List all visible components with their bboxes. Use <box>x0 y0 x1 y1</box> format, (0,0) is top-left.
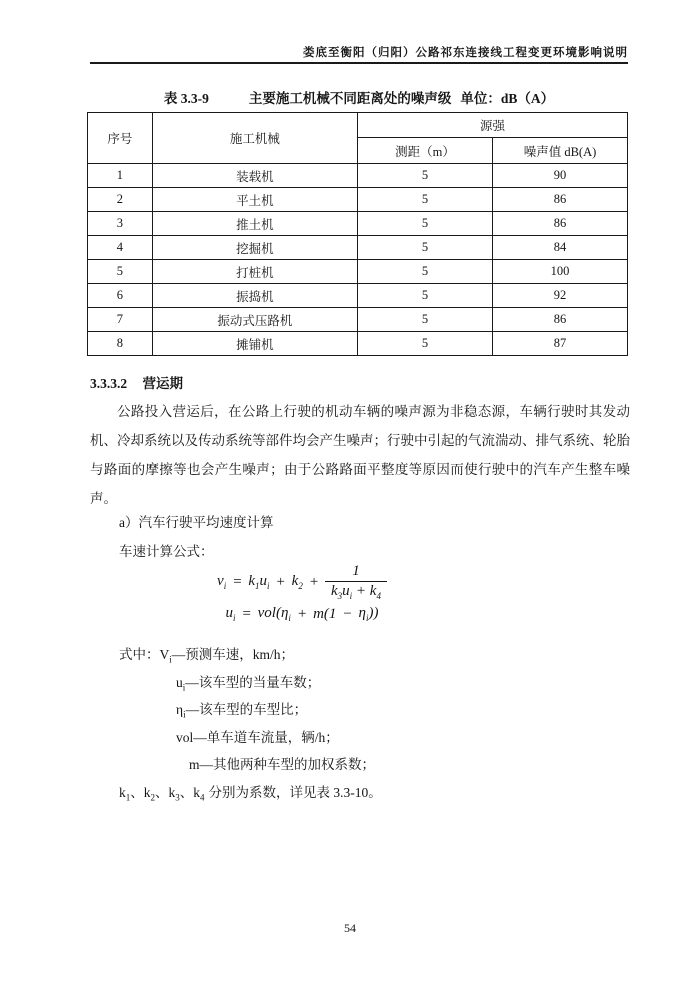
body-paragraph: 公路投入营运后，在公路上行驶的机动车辆的噪声源为非稳态源，车辆行驶时其发动机、冷却系统以及传动系统等部件均会产生噪声；行驶中引起的气流湍动、排气系统、轮胎与路面的摩擦等也会产生噪声；由于公路路面平整度等原因而使行驶中的汽车产生整车噪声。 <box>90 404 630 506</box>
plus-sign: + <box>308 573 319 590</box>
running-header-title: 娄底至衡阳（归阳）公路祁东连接线工程变更环境影响说明 <box>303 47 628 59</box>
table-caption-title: 主要施工机械不同距离处的噪声级 <box>248 91 452 106</box>
cell-noise: 86 <box>492 188 627 212</box>
table-caption <box>90 87 628 107</box>
definition-m: m—其他两种车型的加权系数； <box>189 757 376 772</box>
cell-index: 1 <box>88 164 153 188</box>
cell-distance: 5 <box>357 164 492 188</box>
list-item-a: a）汽车行驶平均速度计算 <box>119 515 274 530</box>
cell-machine: 挖掘机 <box>152 236 357 260</box>
table-row <box>88 284 628 308</box>
formula-intro: 车速计算公式： <box>119 544 214 559</box>
col-header-index: 序号 <box>88 113 153 164</box>
cell-noise: 84 <box>492 236 627 260</box>
plus-sign: + <box>296 605 308 622</box>
table-row <box>88 308 628 332</box>
cell-noise: 100 <box>492 260 627 284</box>
section-number: 3.3.3.2 <box>90 376 128 391</box>
header-divider <box>90 62 628 64</box>
cell-distance: 5 <box>357 284 492 308</box>
definition-eta: $\eta_i—$该车型的车型比； <box>176 702 308 720</box>
fraction-denominator: $k_3u_i + k_4$ <box>325 581 387 602</box>
table-row <box>88 212 628 236</box>
formula-speed: $v_i$ = $k_1u_i$ + $k_2$ + $\frac{1}{k_3u_i + k_4}$ <box>217 562 387 602</box>
cell-machine: 振捣机 <box>152 284 357 308</box>
noise-table <box>87 112 628 356</box>
cell-machine: 摊铺机 <box>152 332 357 356</box>
cell-index: 8 <box>88 332 153 356</box>
cell-index: 6 <box>88 284 153 308</box>
table-caption-unit: 单位：dB（A） <box>460 91 555 106</box>
col-header-noise: 噪声值 dB(A) <box>492 138 627 164</box>
cell-index: 7 <box>88 308 153 332</box>
section-title: 营运期 <box>142 376 183 391</box>
fraction <box>325 562 387 602</box>
cell-distance: 5 <box>357 260 492 284</box>
table-row <box>88 236 628 260</box>
cell-index: 3 <box>88 212 153 236</box>
table-row <box>88 332 628 356</box>
table-header-row-1 <box>88 113 628 138</box>
cell-distance: 5 <box>357 188 492 212</box>
cell-index: 5 <box>88 260 153 284</box>
cell-index: 2 <box>88 188 153 212</box>
definition-label: 式中： <box>119 647 160 662</box>
fraction-numerator: 1 <box>352 563 360 579</box>
cell-distance: 5 <box>357 332 492 356</box>
table-row <box>88 260 628 284</box>
col-header-source-group: 源强 <box>357 113 627 138</box>
table-row <box>88 164 628 188</box>
definition-vol: vol—单车道车流量，辆/h； <box>176 730 339 745</box>
section-heading <box>90 372 183 392</box>
page-number: 54 <box>344 921 356 935</box>
minus-sign: − <box>342 605 353 622</box>
cell-machine: 装载机 <box>152 164 357 188</box>
table-row <box>88 188 628 212</box>
cell-noise: 87 <box>492 332 627 356</box>
definition-v: 式中：$V_i—$预测车速，km/h； <box>119 647 295 665</box>
col-header-machine: 施工机械 <box>152 113 357 164</box>
definition-u: $u_i—$该车型的当量车数； <box>176 675 321 693</box>
cell-noise: 90 <box>492 164 627 188</box>
cell-distance: 5 <box>357 236 492 260</box>
cell-machine: 振动式压路机 <box>152 308 357 332</box>
formula-block <box>90 562 514 623</box>
cell-machine: 打桩机 <box>152 260 357 284</box>
plus-sign: + <box>275 573 286 590</box>
cell-machine: 平土机 <box>152 188 357 212</box>
equals-sign: = <box>241 605 252 622</box>
definition-k: $k_1$、$k_2$、$k_3$、$k_4$ 分别为系数，详见表 3.3-10。 <box>119 785 382 803</box>
table-caption-label: 表 3.3-9 <box>163 91 209 106</box>
cell-distance: 5 <box>357 308 492 332</box>
cell-noise: 92 <box>492 284 627 308</box>
cell-index: 4 <box>88 236 153 260</box>
cell-distance: 5 <box>357 212 492 236</box>
cell-noise: 86 <box>492 308 627 332</box>
cell-noise: 86 <box>492 212 627 236</box>
col-header-distance: 测距（m） <box>357 138 492 164</box>
equals-sign: = <box>232 573 243 590</box>
cell-machine: 推土机 <box>152 212 357 236</box>
formula-traffic: $u_i$ = $vol(\eta_i$ + m(1 − $\eta_i$)) <box>225 605 379 623</box>
